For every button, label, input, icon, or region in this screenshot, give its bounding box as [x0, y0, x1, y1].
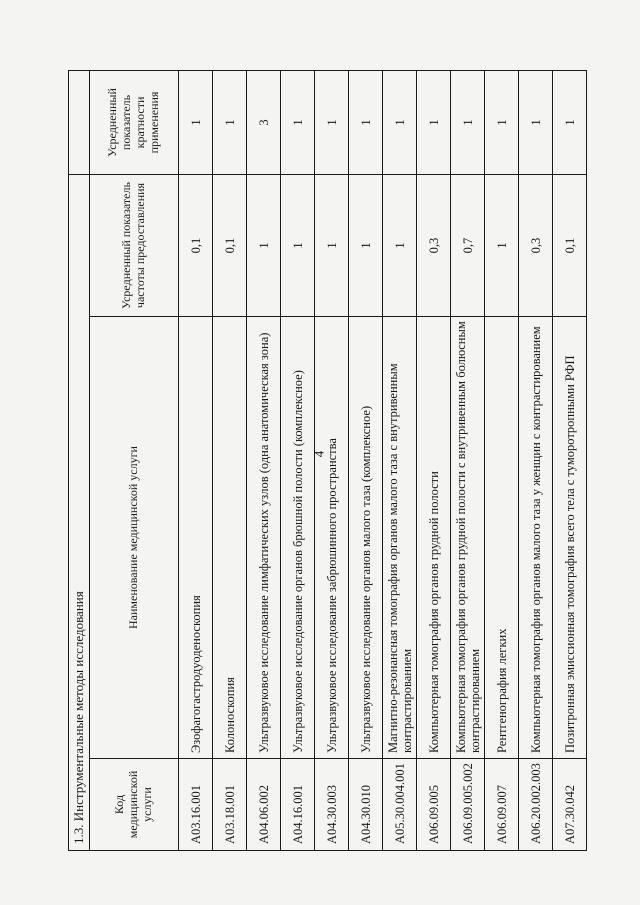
- service-code: A04.06.002: [247, 759, 281, 851]
- service-name: Компьютерная томография органов грудной полости: [417, 317, 451, 759]
- table-row: [553, 70, 587, 850]
- document-table-rotated: [68, 71, 577, 851]
- frequency-value: 0,3: [519, 174, 553, 316]
- frequency-value: 1: [383, 174, 417, 316]
- header-frequency: Усредненный показатель частоты предоставления: [90, 174, 179, 316]
- frequency-value: 1: [281, 174, 315, 316]
- table-row: [519, 70, 553, 850]
- multiplicity-value: 1: [315, 70, 349, 174]
- frequency-value: 1: [349, 174, 383, 316]
- table-row: [213, 70, 247, 850]
- table-row: [383, 70, 417, 850]
- header-row: [90, 70, 179, 850]
- section-title-row: [69, 70, 90, 850]
- multiplicity-value: 1: [553, 70, 587, 174]
- table-row: [349, 70, 383, 850]
- multiplicity-value: 1: [451, 70, 485, 174]
- service-name: Компьютерная томография органов грудной полости с внутривенным болюсным контрастированием: [451, 317, 485, 759]
- service-code: A06.20.002.003: [519, 759, 553, 851]
- table-row: [417, 70, 451, 850]
- service-code: A07.30.042: [553, 759, 587, 851]
- table-row: [485, 70, 519, 850]
- section-title-empty-cell: [69, 70, 90, 174]
- frequency-value: 1: [247, 174, 281, 316]
- header-multiplicity: Усредненный показатель кратности применения: [90, 70, 179, 174]
- service-name: Ультразвуковое исследование забрюшинного пространства: [315, 317, 349, 759]
- frequency-value: 0,1: [553, 174, 587, 316]
- multiplicity-value: 1: [213, 70, 247, 174]
- multiplicity-value: 1: [519, 70, 553, 174]
- multiplicity-value: 1: [179, 70, 213, 174]
- multiplicity-value: 3: [247, 70, 281, 174]
- frequency-value: 1: [315, 174, 349, 316]
- service-name: Рентгенография легких: [485, 317, 519, 759]
- service-code: A06.09.005.002: [451, 759, 485, 851]
- frequency-value: 0,1: [213, 174, 247, 316]
- service-name: Ультразвуковое исследование органов малого таза (комплексное): [349, 317, 383, 759]
- service-name: Ультразвуковое исследование органов брюшной полости (комплексное): [281, 317, 315, 759]
- frequency-value: 0,7: [451, 174, 485, 316]
- service-name: Позитронная эмиссионная томография всего тела с туморотропными РФП: [553, 317, 587, 759]
- service-code: A06.09.007: [485, 759, 519, 851]
- multiplicity-value: 1: [417, 70, 451, 174]
- frequency-value: 0,3: [417, 174, 451, 316]
- table-row: [247, 70, 281, 850]
- service-code: A06.09.005: [417, 759, 451, 851]
- page-number: 4: [311, 450, 327, 458]
- header-name: Наименование медицинской услуги: [90, 317, 179, 759]
- service-code: A03.16.001: [179, 759, 213, 851]
- table-row: [315, 70, 349, 850]
- multiplicity-value: 1: [349, 70, 383, 174]
- services-table: [68, 70, 587, 851]
- service-name: Компьютерная томография органов малого таза у женщин с контрастированием: [519, 317, 553, 759]
- header-code: Код медицинской услуги: [90, 759, 179, 851]
- frequency-value: 0,1: [179, 174, 213, 316]
- service-code: A04.16.001: [281, 759, 315, 851]
- service-code: A03.18.001: [213, 759, 247, 851]
- service-name: Эзофагогастродуоденоскопия: [179, 317, 213, 759]
- multiplicity-value: 1: [281, 70, 315, 174]
- multiplicity-value: 1: [485, 70, 519, 174]
- table-row: [281, 70, 315, 850]
- table-row: [451, 70, 485, 850]
- service-name: Колоноскопия: [213, 317, 247, 759]
- multiplicity-value: 1: [383, 70, 417, 174]
- table-row: [179, 70, 213, 850]
- frequency-value: 1: [485, 174, 519, 316]
- service-name: Магнитно-резонансная томография органов малого таза с внутривенным контрастированием: [383, 317, 417, 759]
- service-code: A04.30.010: [349, 759, 383, 851]
- service-code: A05.30.004.001: [383, 759, 417, 851]
- section-title: 1.3. Инструментальные методы исследования: [69, 174, 90, 850]
- service-code: A04.30.003: [315, 759, 349, 851]
- service-name: Ультразвуковое исследование лимфатических узлов (одна анатомическая зона): [247, 317, 281, 759]
